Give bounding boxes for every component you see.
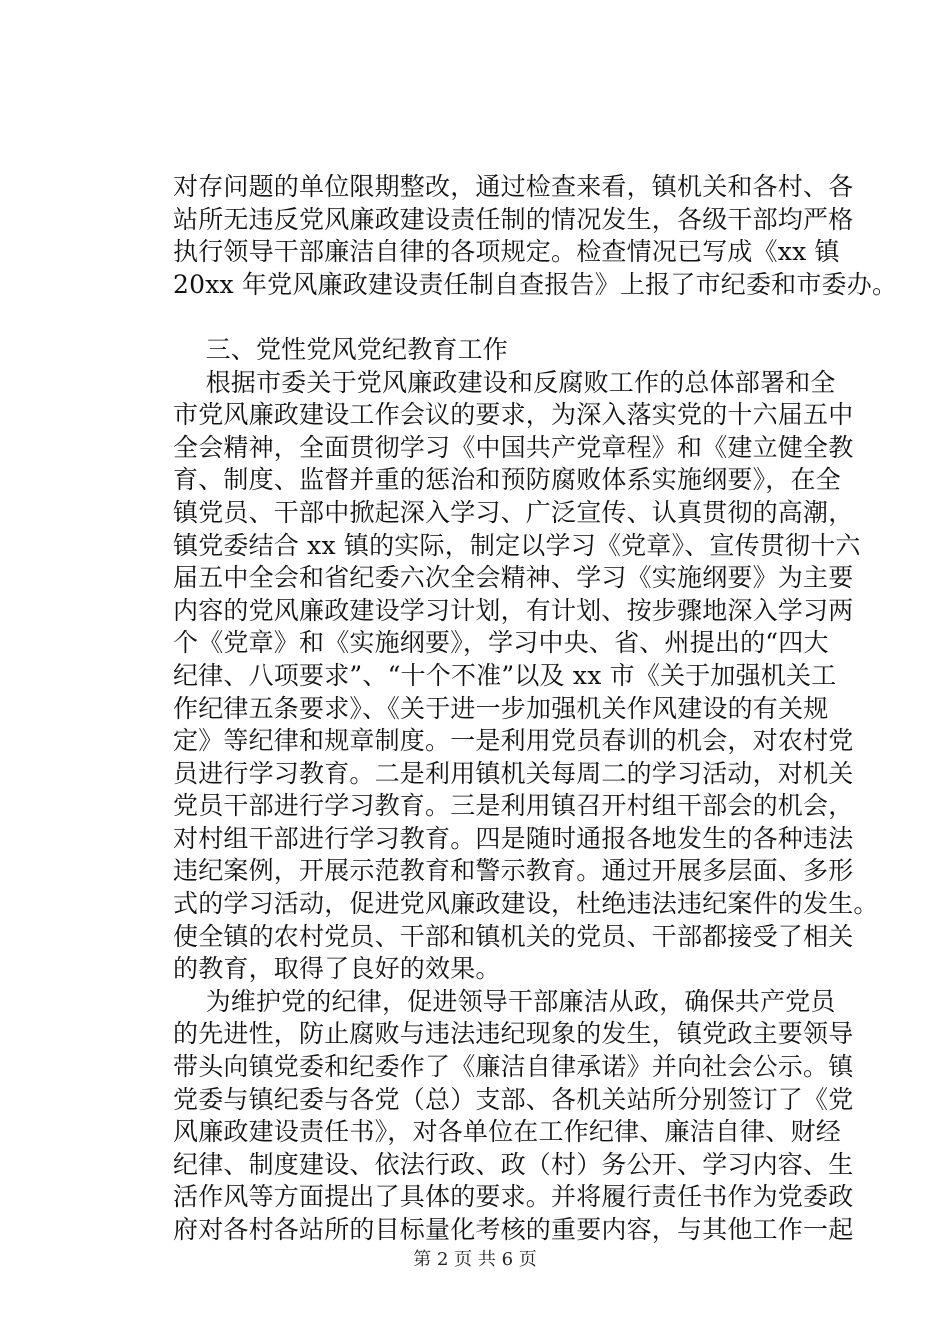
text-line: 的先进性，防止腐败与违法违纪现象的发生，镇党政主要领导: [173, 1019, 854, 1049]
text-line: 届五中全会和省纪委六次全会精神、学习《实施纲要》为主要: [173, 563, 854, 593]
text-line: 站所无违反党风廉政建设责任制的情况发生，各级干部均严格: [173, 204, 854, 234]
text-line: 纪律、制度建设、依法行政、政（村）务公开、学习内容、生: [173, 1149, 854, 1179]
text-line: 活作风等方面提出了具体的要求。并将履行责任书作为党委政: [173, 1182, 854, 1212]
text-line: 育、制度、监督并重的惩治和预防腐败体系实施纲要》，在全: [173, 465, 841, 495]
text-line: 带头向镇党委和纪委作了《廉洁自律承诺》并向社会公示。镇: [173, 1052, 854, 1082]
text-line: 使全镇的农村党员、干部和镇机关的党员、干部都接受了相关: [173, 921, 854, 951]
text-line: 违纪案例，开展示范教育和警示教育。通过开展多层面、多形: [173, 856, 854, 886]
text-line: 员进行学习教育。二是利用镇机关每周二的学习活动，对机关: [173, 758, 854, 788]
page-footer: 第 2 页 共 6 页: [413, 1249, 537, 1270]
text-line: 风廉政建设责任书》，对各单位在工作纪律、廉洁自律、财经: [173, 1117, 841, 1147]
text-line: 20xx 年党风廉政建设责任制自查报告》上报了市纪委和市委办。: [173, 269, 898, 299]
text-line: 式的学习活动，促进党风廉政建设，杜绝违法违纪案件的发生。: [173, 889, 879, 919]
text-line: 的教育，取得了良好的效果。: [173, 954, 501, 984]
text-line: 对存问题的单位限期整改，通过检查来看，镇机关和各村、各: [173, 172, 854, 201]
text-line: 党委与镇纪委与各党（总）支部、各机关站所分别签订了《党: [173, 1084, 854, 1114]
text-line: 为维护党的纪律，促进领导干部廉洁从政，确保共产党员: [173, 986, 836, 1016]
text-line: 作纪律五条要求》、《关于进一步加强机关作风建设的有关规: [173, 693, 829, 723]
text-line: 根据市委关于党风廉政建设和反腐败工作的总体部署和全: [173, 367, 836, 397]
text-line: 镇党员、干部中掀起深入学习、广泛宣传、认真贯彻的高潮，: [173, 497, 854, 527]
text-line: 市党风廉政建设工作会议的要求，为深入落实党的十六届五中: [173, 400, 854, 430]
text-line: 镇党委结合 xx 镇的实际，制定以学习《党章》、宣传贯彻十六: [173, 530, 861, 560]
text-line: 纪律、八项要求”、“十个不准”以及 xx 市《关于加强机关工: [173, 660, 837, 690]
text-line: 府对各村各站所的目标量化考核的重要内容，与其他工作一起: [173, 1215, 854, 1244]
document-body: [173, 171, 898, 1247]
text-line: 对村组干部进行学习教育。四是随时通报各地发生的各种违法: [173, 823, 854, 853]
text-line: 定》等纪律和规章制度。一是利用党员春训的机会，对农村党: [173, 726, 854, 756]
text-line: 全会精神，全面贯彻学习《中国共产党章程》和《建立健全教: [173, 432, 854, 462]
blank-line: [173, 301, 833, 334]
text-line: 执行领导干部廉洁自律的各项规定。检查情况已写成《xx 镇: [173, 237, 840, 267]
text-line: 党员干部进行学习教育。三是利用镇召开村组干部会的机会，: [173, 791, 854, 821]
text-line: 内容的党风廉政建设学习计划，有计划、按步骤地深入学习两: [173, 595, 854, 625]
text-line: 三、党性党风党纪教育工作: [173, 334, 508, 364]
text-line: 个《党章》和《实施纲要》，学习中央、省、州提出的“四大: [173, 628, 829, 658]
